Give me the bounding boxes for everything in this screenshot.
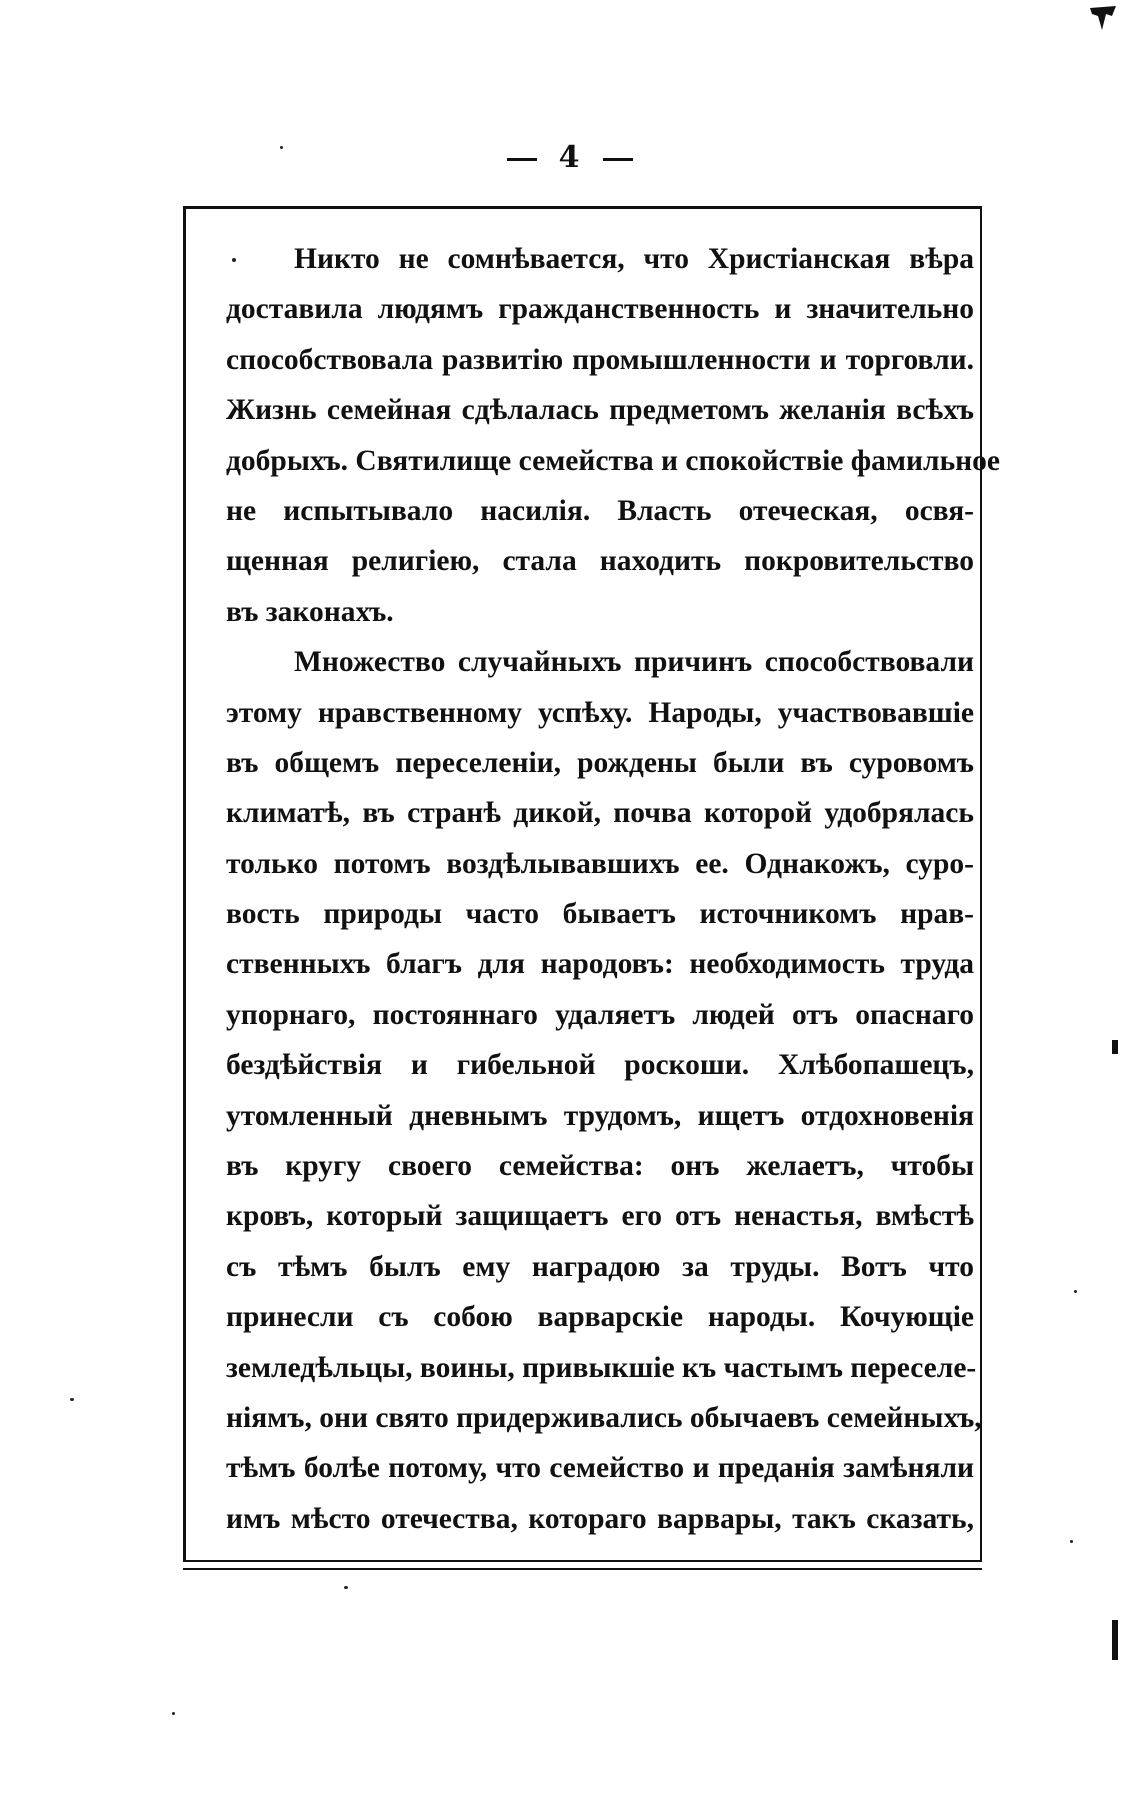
text-line: имъ мѣсто отечества, котораго варвары, такъ сказать, — [226, 1502, 974, 1535]
text-line: упорнаго, постояннаго удаляетъ людей отъ опаснаго — [226, 998, 974, 1031]
text-line: Множество случайныхъ причинъ способствовали — [294, 646, 974, 679]
scan-edge-mark — [1112, 1620, 1118, 1660]
text-line: доставила людямъ гражданственность и значительно — [226, 293, 974, 326]
scan-speck — [1070, 1540, 1073, 1543]
page-number: 4 — [558, 140, 582, 175]
text-line: ніямъ, они свято придерживались обычаевъ семейныхъ, — [226, 1401, 982, 1434]
left-dash — [507, 158, 537, 161]
text-line: земледѣльцы, воины, привыкшіе къ частымъ переселе- — [226, 1351, 977, 1384]
text-line: тѣмъ болѣе потому, что семейство и преданія замѣняли — [226, 1452, 974, 1485]
text-line: добрыхъ. Святилище семейства и спокойствіе фамильное — [226, 444, 1001, 477]
text-line: способствовала развитію промышленности и торговли. — [226, 343, 974, 376]
scan-speck — [280, 146, 283, 149]
body-text — [226, 234, 1001, 1544]
text-line: въ кругу своего семейства: онъ желаетъ, чтобы — [226, 1150, 974, 1183]
scan-speck — [232, 258, 236, 262]
text-line: ственныхъ благъ для народовъ: необходимость труда — [226, 948, 974, 981]
text-line: щенная религіею, стала находить покровительство — [226, 545, 974, 578]
scan-speck — [172, 1712, 175, 1715]
text-line: принесли съ собою варварскіе народы. Кочующіе — [226, 1301, 974, 1334]
scan-speck — [70, 1398, 74, 1401]
scan-speck — [344, 1586, 348, 1589]
scan-corner-mark — [1088, 4, 1118, 34]
text-line: кровъ, который защищаетъ его отъ ненастья, вмѣстѣ — [226, 1200, 974, 1233]
right-dash — [603, 158, 633, 161]
text-line: утомленный дневнымъ трудомъ, ищетъ отдохновенія — [226, 1099, 974, 1132]
text-line: Жизнь семейная сдѣлалась предметомъ желанія всѣхъ — [226, 394, 974, 427]
text-line: вость природы часто бываетъ источникомъ нрав- — [226, 898, 974, 931]
text-line: Никто не сомнѣвается, что Христіанская вѣра — [294, 243, 974, 275]
text-line: климатѣ, въ странѣ дикой, почва которой удобрялась — [226, 797, 974, 830]
page-number-header — [0, 140, 1140, 175]
scan-edge-mark — [1112, 1040, 1118, 1054]
text-line: въ общемъ переселеніи, рождены были въ суровомъ — [226, 746, 974, 779]
text-line: только потомъ воздѣлывавшихъ ее. Однакожъ, суро- — [226, 847, 974, 880]
text-line: съ тѣмъ былъ ему наградою за труды. Вотъ что — [226, 1250, 974, 1283]
text-line: въ законахъ. — [226, 595, 394, 628]
text-line: бездѣйствія и гибельной роскоши. Хлѣбопашецъ, — [226, 1049, 974, 1082]
text-line: не испытывало насилія. Власть отеческая, освя- — [226, 494, 974, 527]
frame-bottom-rule — [183, 1568, 982, 1570]
scan-speck — [1074, 1290, 1077, 1293]
text-line: этому нравственному успѣху. Народы, участвовавшіе — [226, 696, 974, 729]
